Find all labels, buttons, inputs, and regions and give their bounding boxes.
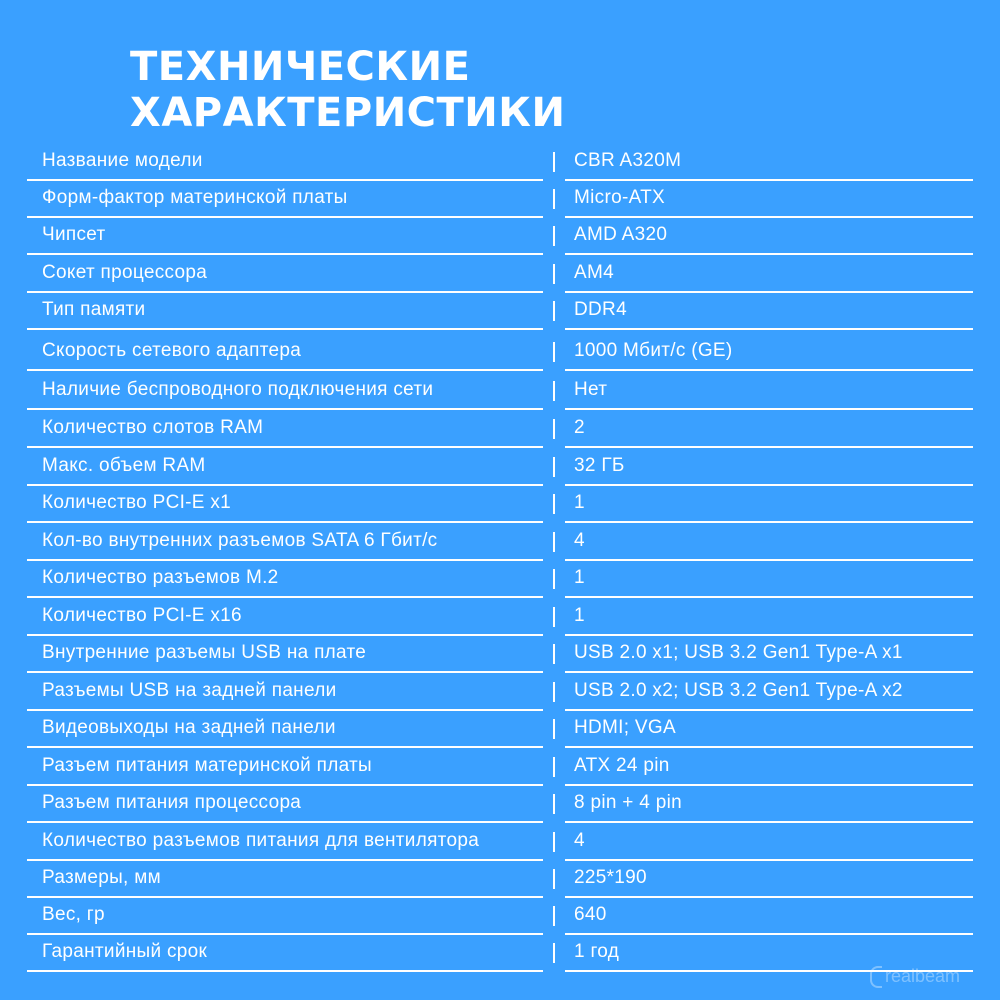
spec-row	[0, 218, 1000, 255]
spec-label: Скорость сетевого адаптера	[42, 340, 302, 361]
spec-label: Разъем питания материнской платы	[42, 755, 373, 776]
spec-label: Форм-фактор материнской платы	[42, 187, 348, 208]
title-line-2: ХАРАКТЕРИСТИКИ	[130, 90, 566, 136]
spec-label: Внутренние разъемы USB на плате	[42, 642, 367, 663]
spec-label: Размеры, мм	[42, 867, 161, 888]
spec-value: 4	[574, 530, 585, 551]
column-separator	[553, 189, 555, 209]
column-separator	[553, 682, 555, 702]
watermark-logo	[870, 966, 960, 988]
spec-value: Нет	[574, 379, 608, 400]
spec-value: 32 ГБ	[574, 455, 625, 476]
column-separator	[553, 757, 555, 777]
spec-value: AM4	[574, 262, 614, 283]
column-separator	[553, 152, 555, 172]
column-separator	[553, 419, 555, 439]
spec-row	[0, 140, 1000, 181]
watermark-text: realbeam	[885, 966, 961, 986]
spec-row	[0, 935, 1000, 972]
spec-row	[0, 898, 1000, 935]
column-separator	[553, 226, 555, 246]
column-separator	[553, 569, 555, 589]
spec-value: 1 год	[574, 941, 620, 962]
spec-row	[0, 371, 1000, 410]
spec-label: Вес, гр	[42, 904, 105, 925]
spec-value: HDMI; VGA	[574, 717, 676, 738]
spec-row	[0, 561, 1000, 598]
row-divider-left	[27, 970, 543, 972]
column-separator	[553, 264, 555, 284]
spec-row	[0, 748, 1000, 786]
spec-row	[0, 636, 1000, 673]
column-separator	[553, 869, 555, 889]
spec-row	[0, 330, 1000, 371]
spec-value: DDR4	[574, 299, 627, 320]
spec-row	[0, 293, 1000, 330]
spec-value: 1	[574, 567, 585, 588]
spec-value: 1	[574, 492, 585, 513]
spec-row	[0, 255, 1000, 293]
spec-label: Тип памяти	[42, 299, 146, 320]
column-separator	[553, 457, 555, 477]
column-separator	[553, 532, 555, 552]
spec-label: Чипсет	[42, 224, 106, 245]
title-line-1: ТЕХНИЧЕСКИЕ	[130, 44, 471, 90]
spec-value: USB 2.0 x2; USB 3.2 Gen1 Type-A x2	[574, 680, 903, 701]
spec-value: 1	[574, 605, 585, 626]
spec-value: 8 pin + 4 pin	[574, 792, 682, 813]
column-separator	[553, 494, 555, 514]
column-separator	[553, 301, 555, 321]
spec-value: 640	[574, 904, 607, 925]
spec-label: Макс. объем RAM	[42, 455, 206, 476]
column-separator	[553, 381, 555, 401]
spec-label: Название модели	[42, 150, 203, 171]
column-separator	[553, 719, 555, 739]
spec-value: Micro-ATX	[574, 187, 666, 208]
spec-value: CBR A320M	[574, 150, 682, 171]
spec-label: Количество PCI-E x16	[42, 605, 242, 626]
spec-row	[0, 673, 1000, 711]
spec-row	[0, 486, 1000, 523]
spec-row	[0, 448, 1000, 486]
spec-label: Количество разъемов питания для вентилятора	[42, 830, 480, 851]
spec-value: 2	[574, 417, 585, 438]
spec-label: Сокет процессора	[42, 262, 208, 283]
spec-row	[0, 786, 1000, 823]
spec-label: Количество разъемов M.2	[42, 567, 279, 588]
spec-label: Кол-во внутренних разъемов SATA 6 Гбит/с	[42, 530, 438, 551]
spec-label: Видеовыходы на задней панели	[42, 717, 336, 738]
spec-row	[0, 410, 1000, 448]
column-separator	[553, 644, 555, 664]
spec-row	[0, 181, 1000, 218]
column-separator	[553, 607, 555, 627]
column-separator	[553, 832, 555, 852]
spec-row	[0, 523, 1000, 561]
column-separator	[553, 794, 555, 814]
spec-label: Разъем питания процессора	[42, 792, 302, 813]
spec-value: USB 2.0 x1; USB 3.2 Gen1 Type-A x1	[574, 642, 903, 663]
spec-row	[0, 823, 1000, 861]
spec-row	[0, 711, 1000, 748]
bracket-logo-icon	[870, 966, 882, 988]
spec-value: 225*190	[574, 867, 647, 888]
spec-label: Количество слотов RAM	[42, 417, 264, 438]
spec-label: Количество PCI-E x1	[42, 492, 232, 513]
column-separator	[553, 342, 555, 362]
spec-row	[0, 598, 1000, 636]
spec-row	[0, 861, 1000, 898]
spec-label: Разъемы USB на задней панели	[42, 680, 337, 701]
spec-value: 4	[574, 830, 585, 851]
spec-value: ATX 24 pin	[574, 755, 670, 776]
spec-value: AMD A320	[574, 224, 668, 245]
column-separator	[553, 943, 555, 963]
spec-value: 1000 Мбит/с (GE)	[574, 340, 733, 361]
spec-label: Гарантийный срок	[42, 941, 208, 962]
column-separator	[553, 906, 555, 926]
spec-label: Наличие беспроводного подключения сети	[42, 379, 434, 400]
